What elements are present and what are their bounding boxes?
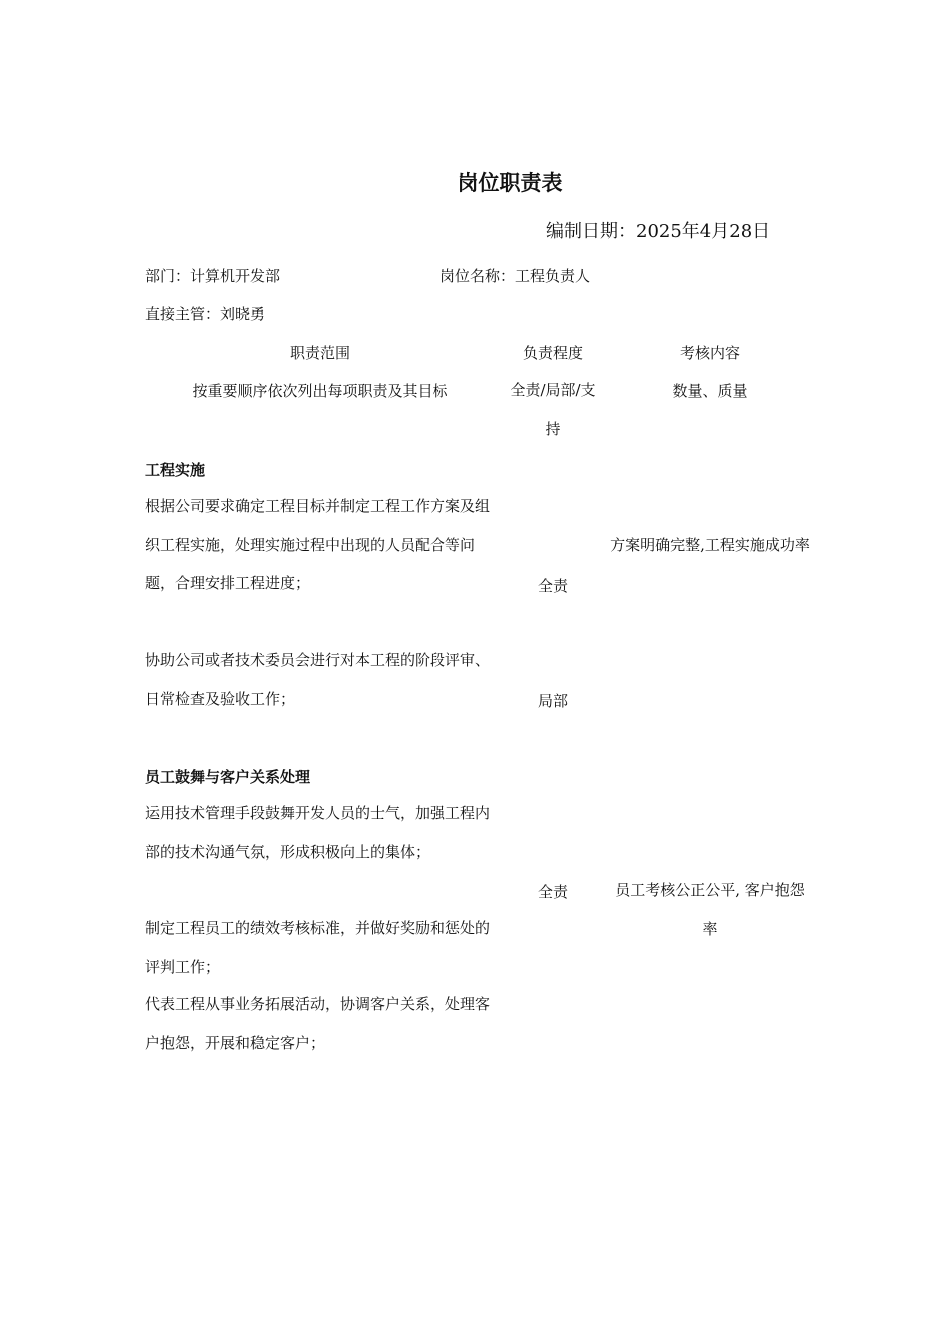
duty-responsibility: 局部 — [537, 692, 568, 710]
header-scope: 职责范围 — [289, 344, 350, 362]
header-degree: 负责程度 — [522, 344, 583, 362]
position-name: 岗位名称：工程负责人 — [440, 267, 591, 285]
duty-responsibility: 全责 — [537, 883, 568, 901]
duty-assessment: 方案明确完整,工程实施成功率 — [610, 536, 810, 554]
duty-text: 协助公司或者技术委员会进行对本工程的阶段评审、日常检查及验收工作； — [145, 651, 491, 708]
header-degree-sub: 全责/局部/支持 — [510, 381, 596, 438]
header-assessment: 考核内容 — [679, 344, 740, 362]
direct-supervisor: 直接主管：刘晓勇 — [145, 305, 266, 323]
section-heading: 员工鼓舞与客户关系处理 — [145, 768, 311, 786]
section-heading: 工程实施 — [145, 461, 206, 479]
duty-text: 代表工程从事业务拓展活动，协调客户关系，处理客户抱怨，开展和稳定客户； — [145, 995, 491, 1052]
duty-text: 根据公司要求确定工程目标并制定工程工作方案及组织工程实施，处理实施过程中出现的人员配合等问题，合理安排工程进度； — [145, 497, 491, 592]
department: 部门：计算机开发部 — [145, 267, 281, 285]
compile-date: 编制日期：2025年4月28日 — [546, 221, 771, 242]
duty-assessment: 员工考核公正公平, 客户抱怨率 — [615, 881, 805, 938]
page-title: 岗位职责表 — [457, 171, 563, 195]
duty-responsibility: 全责 — [537, 577, 568, 595]
duty-text: 制定工程员工的绩效考核标准，并做好奖励和惩处的评判工作； — [145, 919, 491, 976]
duty-text: 运用技术管理手段鼓舞开发人员的士气，加强工程内部的技术沟通气氛，形成积极向上的集体； — [145, 804, 491, 861]
header-assessment-sub: 数量、质量 — [672, 382, 748, 400]
header-scope-sub: 按重要顺序依次列出每项职责及其目标 — [192, 382, 448, 400]
